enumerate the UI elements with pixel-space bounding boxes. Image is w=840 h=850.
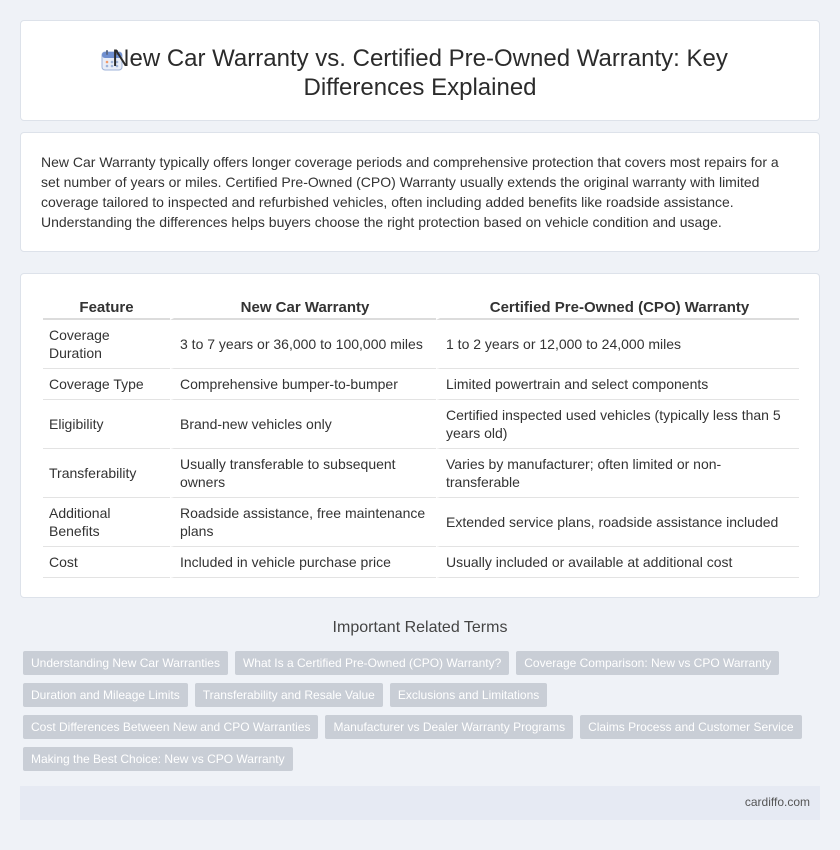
related-terms-tags <box>23 651 803 779</box>
related-tag[interactable]: Transferability and Resale Value <box>195 683 383 707</box>
cell-cpo: Varies by manufacturer; often limited or non-transferable <box>436 449 799 498</box>
intro-card <box>20 132 820 252</box>
cell-new-car: Comprehensive bumper-to-bumper <box>170 369 436 400</box>
footer-site-link[interactable]: cardiffo.com <box>744 795 810 809</box>
header-feature: Feature <box>43 295 170 320</box>
table-row <box>43 320 799 369</box>
cell-feature: Additional Benefits <box>43 498 170 547</box>
related-tag[interactable]: Making the Best Choice: New vs CPO Warranty <box>23 747 293 771</box>
cell-new-car: Usually transferable to subsequent owners <box>170 449 436 498</box>
cell-cpo: Limited powertrain and select components <box>436 369 799 400</box>
related-tag[interactable]: Exclusions and Limitations <box>390 683 547 707</box>
footer <box>20 786 820 820</box>
related-tag[interactable]: Duration and Mileage Limits <box>23 683 188 707</box>
cell-new-car: Roadside assistance, free maintenance plans <box>170 498 436 547</box>
cell-cpo: Usually included or available at additional cost <box>436 547 799 578</box>
cell-new-car: Included in vehicle purchase price <box>170 547 436 578</box>
title-card <box>20 20 820 121</box>
cell-new-car: 3 to 7 years or 36,000 to 100,000 miles <box>170 320 436 369</box>
related-tag[interactable]: Understanding New Car Warranties <box>23 651 228 675</box>
table-row <box>43 369 799 400</box>
cell-feature: Coverage Duration <box>43 320 170 369</box>
table-header-row <box>43 295 799 320</box>
cell-feature: Cost <box>43 547 170 578</box>
cell-feature: Transferability <box>43 449 170 498</box>
cell-cpo: Extended service plans, roadside assistance included <box>436 498 799 547</box>
cell-new-car: Brand-new vehicles only <box>170 400 436 449</box>
related-tag[interactable]: Manufacturer vs Dealer Warranty Programs <box>325 715 573 739</box>
related-terms-title: Important Related Terms <box>332 619 508 636</box>
related-tag[interactable]: Cost Differences Between New and CPO Warranties <box>23 715 318 739</box>
related-tag[interactable]: Claims Process and Customer Service <box>580 715 801 739</box>
comparison-table-card <box>20 273 820 598</box>
table-row <box>43 449 799 498</box>
page-title: New Car Warranty vs. Certified Pre-Owned Warranty: Key Differences Explained <box>112 45 728 101</box>
comparison-table <box>43 295 799 578</box>
cell-feature: Coverage Type <box>43 369 170 400</box>
related-tag[interactable]: Coverage Comparison: New vs CPO Warranty <box>516 651 779 675</box>
table-row <box>43 400 799 449</box>
cell-cpo: Certified inspected used vehicles (typically less than 5 years old) <box>436 400 799 449</box>
related-tag[interactable]: What Is a Certified Pre-Owned (CPO) Warranty? <box>235 651 509 675</box>
header-new-car: New Car Warranty <box>170 295 436 320</box>
cell-feature: Eligibility <box>43 400 170 449</box>
intro-paragraph: New Car Warranty typically offers longer coverage periods and comprehensive protection that covers most repairs for a set number of years or miles. Certified Pre-Owned (CPO) Warranty usually extends the original warranty with limited coverage tailored to inspected and refurbished vehicles, often including added benefits like roadside assistance. Understanding the differences helps buyers choose the right protection based on vehicle condition and usage. <box>41 154 779 230</box>
header-cpo: Certified Pre-Owned (CPO) Warranty <box>436 295 799 320</box>
table-row <box>43 498 799 547</box>
table-row <box>43 547 799 578</box>
cell-cpo: 1 to 2 years or 12,000 to 24,000 miles <box>436 320 799 369</box>
